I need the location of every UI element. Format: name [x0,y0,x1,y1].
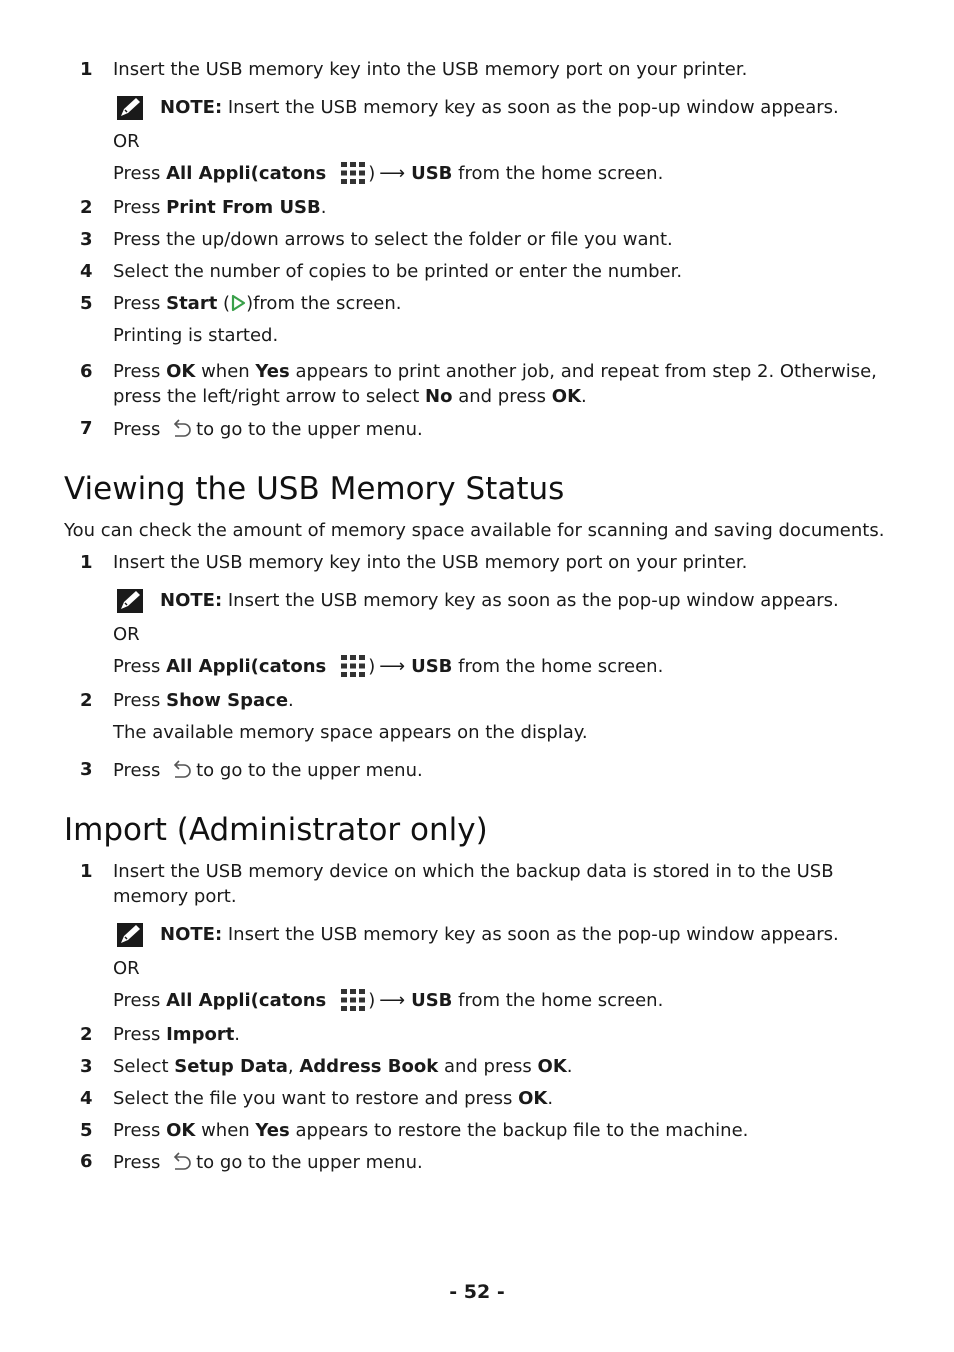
step-number: 7 [80,418,93,439]
usb-label: USB [411,990,453,1011]
all-applications-label: All Appli(catons [166,163,327,184]
step-text [113,1120,748,1142]
paren-close: ) [368,163,376,184]
all-applications-label: All Appli(catons [166,656,327,677]
step-text [113,1056,573,1078]
press-word: Press [113,1024,167,1045]
press-all-apps-line [113,161,663,185]
section-heading: Viewing the USB Memory Status [64,471,565,507]
no-label: No [425,386,453,407]
or-text: OR [113,624,140,645]
step-number: 2 [80,690,93,711]
step-number: 5 [80,293,93,314]
step-end-text: )from the screen. [246,293,402,314]
from-home-text: from the home screen. [452,656,664,677]
period: . [547,1088,554,1109]
step-text: Press the up/down arrows to select the folder or file you want. [113,229,673,250]
period: . [581,386,587,407]
from-home-text: from the home screen. [452,163,664,184]
section-heading: Import (Administrator only) [64,812,488,848]
step-rest: to go to the upper menu. [196,1152,423,1173]
step-rest: appears to print another job, and repeat from step 2. Otherwise, [289,361,877,382]
step-number: 6 [80,361,93,382]
paren-close: ) [368,656,376,677]
step-result: Printing is started. [113,325,279,346]
press-word: Press [113,1120,167,1141]
note-pencil-icon [116,922,144,948]
note [160,924,839,946]
back-icon [170,759,192,781]
right-arrow-icon: ⟶ [379,163,406,184]
note-label: NOTE: [160,924,223,945]
usb-label: USB [411,163,453,184]
step-text [113,1024,240,1046]
step-result: The available memory space appears on the display. [113,722,588,743]
step-text [113,293,402,315]
step-line2: press the left/right arrow to select [113,386,426,407]
period: . [234,1024,241,1045]
all-applications-label: All Appli(catons [166,990,327,1011]
period: . [566,1056,573,1077]
or-text: OR [113,958,140,979]
and-press: and press [452,386,552,407]
note-text: Insert the USB memory key as soon as the pop-up window appears. [222,924,839,945]
yes-label: Yes [255,361,290,382]
start-label: Start [166,293,218,314]
note-label: NOTE: [160,97,223,118]
press-word: Press [113,419,167,440]
note-label: NOTE: [160,590,223,611]
ok-label: OK [551,386,582,407]
right-arrow-icon: ⟶ [379,656,406,677]
step-rest: appears to restore the backup file to the machine. [289,1120,749,1141]
period: . [320,197,327,218]
setup-data-label: Setup Data [174,1056,288,1077]
all-applications-grid-icon [340,161,366,185]
ok-label: OK [166,361,196,382]
press-word: Press [113,656,167,677]
back-icon [170,1151,192,1173]
ok-label: OK [518,1088,548,1109]
address-book-label: Address Book [299,1056,439,1077]
step-text [113,1088,553,1110]
note-pencil-icon [116,588,144,614]
or-text: OR [113,131,140,152]
step-text [113,690,294,712]
step-number: 5 [80,1120,93,1141]
step-text-line2 [113,386,587,408]
press-word: Press [113,163,167,184]
comma: , [287,1056,300,1077]
press-word: Press [113,361,167,382]
usb-label: USB [411,656,453,677]
note [160,97,839,119]
press-word: Press [113,690,167,711]
ok-label: OK [166,1120,196,1141]
step-rest: to go to the upper menu. [196,760,423,781]
step-number: 3 [80,759,93,780]
step-number: 6 [80,1151,93,1172]
step-number: 1 [80,552,93,573]
step-text [113,418,423,441]
note-text: Insert the USB memory key as soon as the pop-up window appears. [222,97,839,118]
press-word: Press [113,197,167,218]
when-word: when [195,1120,256,1141]
yes-label: Yes [255,1120,290,1141]
press-word: Press [113,293,167,314]
page-number: - 52 - [449,1281,505,1303]
step-rest: Select the file you want to restore and press [113,1088,519,1109]
select-word: Select [113,1056,175,1077]
step-number: 1 [80,59,93,80]
step-text: Select the number of copies to be printed or enter the number. [113,261,683,282]
period: . [288,690,294,711]
step-text: Insert the USB memory key into the USB memory port on your printer. [113,59,748,80]
step-rest: to go to the upper menu. [196,419,423,440]
press-word: Press [113,1152,167,1173]
step-text [113,361,877,383]
press-word: Press [113,760,167,781]
note [160,590,839,612]
press-all-apps-line [113,988,663,1012]
ok-label: OK [537,1056,567,1077]
step-number: 2 [80,1024,93,1045]
paren-close: ) [368,990,376,1011]
note-pencil-icon [116,95,144,121]
all-applications-grid-icon [340,654,366,678]
press-word: Press [113,990,167,1011]
step-text [113,197,326,219]
press-all-apps-line [113,654,663,678]
show-space-label: Show Space [166,690,289,711]
step-number: 3 [80,1056,93,1077]
step-text-line2: memory port. [113,886,237,907]
step-text: Insert the USB memory device on which the backup data is stored in to the USB [113,861,834,882]
step-text [113,1151,423,1174]
paren-open: ( [217,293,231,314]
step-number: 1 [80,861,93,882]
all-applications-grid-icon [340,988,366,1012]
step-number: 4 [80,261,93,282]
step-text [113,759,423,782]
print-from-usb-label: Print From USB [166,197,321,218]
right-arrow-icon: ⟶ [379,990,406,1011]
note-text: Insert the USB memory key as soon as the pop-up window appears. [222,590,839,611]
back-icon [170,418,192,440]
and-press: and press [438,1056,538,1077]
step-number: 3 [80,229,93,250]
when-word: when [195,361,256,382]
step-text: Insert the USB memory key into the USB memory port on your printer. [113,552,748,573]
import-label: Import [166,1024,235,1045]
step-number: 2 [80,197,93,218]
start-play-icon [230,294,246,312]
section-intro: You can check the amount of memory space available for scanning and saving documents. [64,520,885,541]
step-number: 4 [80,1088,93,1109]
from-home-text: from the home screen. [452,990,664,1011]
